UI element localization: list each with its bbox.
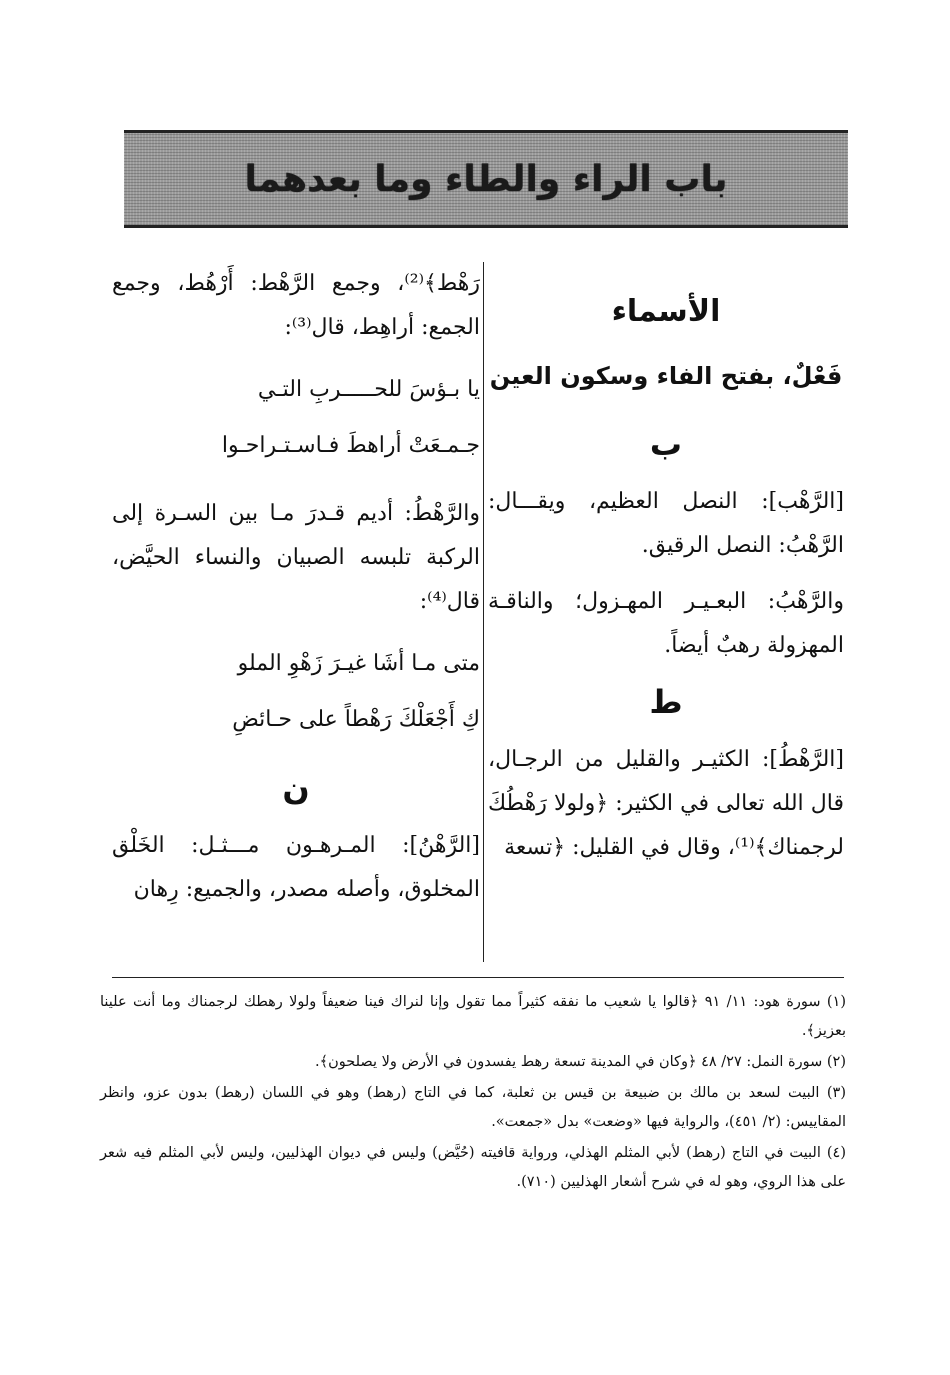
footnotes — [100, 988, 846, 1199]
right-column — [488, 260, 844, 882]
entry-rahb-1: [الرَّهْب]: النصل العظيم، ويقـــال: الرَّهْبُ: النصل الرقيق. — [488, 489, 844, 558]
verse-1-line-2: جـمـعَتْ أراهطَ فـاسـتـراحـوا — [221, 433, 480, 458]
verse-2 — [112, 636, 480, 748]
chapter-banner — [124, 130, 848, 228]
footnote-1: (١) سورة هود: ١١/ ٩١ ﴿قالوا يا شعيب ما نفقه كثيراً مما تقول وإنا لنراك فينا ضعيفاً ولولا رهطك لرجمناك وما أنت علينا بعزيز﴾. — [100, 994, 846, 1039]
footnote-rule — [112, 977, 844, 978]
entry-rahn: [الرَّهْنُ]: المـرهـون مـــثـل: الخَلْق المخلوق، وأصله مصدر، والجميع: رِهان — [112, 833, 480, 902]
left-column — [112, 262, 480, 924]
footnote-2: (٢) سورة النمل: ٢٧/ ٤٨ ﴿وكان في المدينة تسعة رهط يفسدون في الأرض ولا يصلحون﴾. — [315, 1054, 846, 1070]
verse-2-line-2: كِ أَجْعَلْكَ رَهْطاً على حـائضِ — [232, 707, 480, 732]
column-divider — [483, 262, 484, 962]
entry-raht-garment: والرَّهْطُ: أديم قـدرَ مـا بين السـرة إلى الركبة تلبسه الصبيان والنساء الحيَّض، قال⁽⁴⁾: — [112, 501, 480, 614]
letter-heading-b: ب — [649, 425, 683, 463]
section-title: الأسماء — [611, 294, 721, 329]
chapter-title: باب الراء والطاء وما بعدهما — [244, 158, 728, 200]
entry-rahb-2: والرَّهْبُ: البعـيـر المهـزول؛ والناقـة المهزولة رهبٌ أيضاً. — [488, 589, 844, 658]
letter-heading-n: ن — [282, 769, 310, 807]
entry-raht-continued: رَهْط﴾⁽²⁾، وجمع الرَّهْط: أَرْهُط، وجمع الجمع: أراهِط، قال⁽³⁾: — [112, 271, 480, 340]
verse-1-line-1: يا بـؤسَ للحـــــربِ التـي — [257, 377, 480, 402]
verse-2-line-1: متى مـا أشَا غيـرَ زَهْوِ الملو — [237, 651, 480, 676]
pattern-title: فَعْلٌ، بفتح الفاء وسكون العين — [489, 362, 843, 390]
letter-heading-t: ط — [649, 683, 683, 721]
footnote-4: (٤) البيت في التاج (رهط) لأبي المثلم الهذلي، ورواية قافيته (حُيَّض) وليس في ديوان الهذليين، وليس لأبي المثلم فيه شعر على هذا الروي، وهو له في شرح أشعار الهذليين (٧١٠). — [100, 1145, 846, 1190]
verse-1 — [112, 362, 480, 474]
entry-raht: [الرَّهْطُ]: الكثيـر والقليل من الرجـال، قال الله تعالى في الكثير: ﴿ولولا رَهْطُكَ لرجمناك﴾⁽¹⁾، وقال في القليل: ﴿تسعة — [488, 747, 844, 860]
footnote-3: (٣) البيت لسعد بن مالك بن ضبيعة بن قيس بن ثعلبة، كما في التاج (رهط) وهو في اللسان (رهط) بدون عزو، وانظر المقاييس: (٢/ ٤٥١)، والرواية فيها «وضعت» بدل «جمعت». — [100, 1085, 846, 1130]
